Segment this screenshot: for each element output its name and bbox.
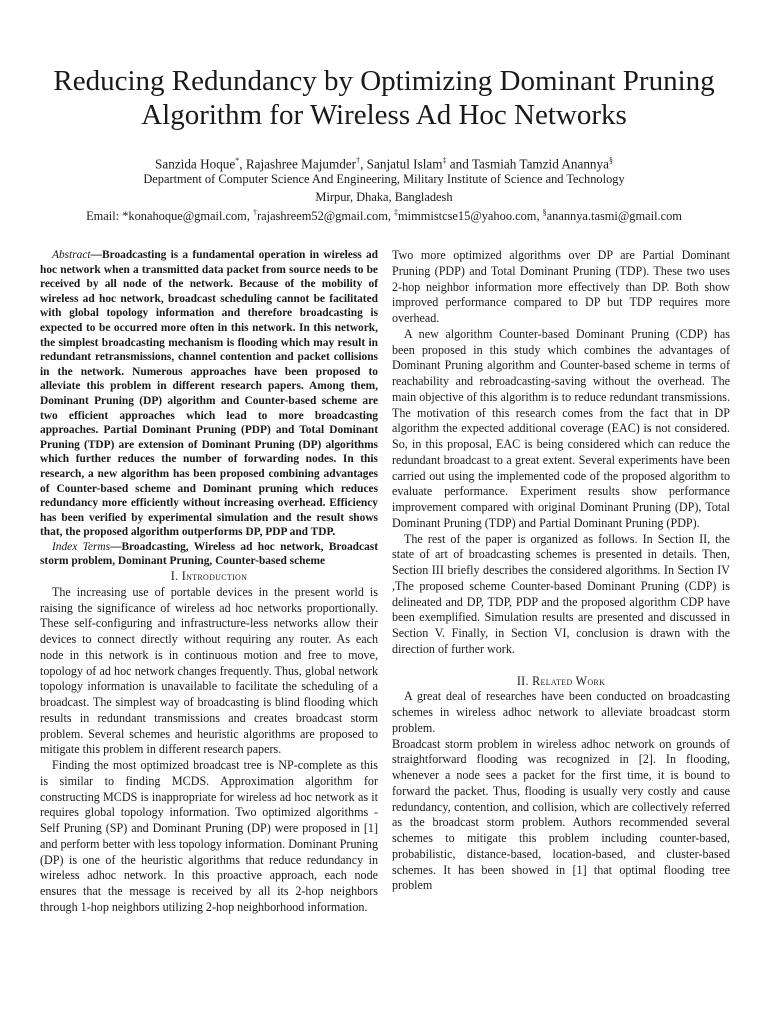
paragraph: Broadcast storm problem in wireless adhoc network on grounds of straightforward flooding was recognized in [2]. In flooding, whenever a node sees a packet for the first time, it is bound to forward the packet. Thus, flooding is usually very costly and cause redundancy, contention, and collision, which are collectively referred as the broadcast storm problem. Authors recommended several schemes to mitigate this problem including counter-based, probabilistic, distance-based, location-based, and cluster-based schemes. It has been showed in [1] that optimal flooding tree problem	[392, 736, 730, 893]
author-separator: ,	[239, 156, 246, 172]
author-mark: *	[235, 156, 240, 165]
author-separator: and	[446, 156, 472, 172]
right-column	[392, 248, 730, 894]
author-mark: †	[356, 156, 361, 165]
email-address[interactable]: *konahoque@gmail.com	[122, 209, 247, 224]
author-separator: ,	[360, 156, 367, 172]
left-column	[40, 248, 378, 916]
abstract	[40, 248, 378, 569]
affiliation-location: Mirpur, Dhaka, Bangladesh	[315, 190, 453, 204]
paragraph: A great deal of researches have been conducted on broadcasting schemes in wireless adhoc network to alleviate broadcast storm problem.	[392, 689, 730, 735]
section-numeral: II.	[516, 673, 533, 688]
section-title: Introduction	[181, 569, 248, 584]
section-title: Related Work	[532, 673, 606, 688]
author-name: Tasmiah Tamzid Anannya	[471, 156, 609, 172]
affiliation-department: Department of Computer Science And Engineering, Military Institute of Science and Technology	[143, 172, 625, 186]
index-terms-text: Broadcasting, Wireless ad hoc network, Broadcast storm problem, Dominant Pruning, Counter-based scheme	[40, 540, 378, 568]
author-name: Sanzida Hoque	[155, 156, 236, 172]
section-numeral: I.	[170, 569, 182, 584]
author-mark: §	[608, 156, 613, 165]
email-label: Email:	[86, 209, 123, 224]
paragraph: Finding the most optimized broadcast tree is NP-complete as this is similar to finding MCDS. Approximation algorithm for constructing MCDS is inappropriate for wireless ad hoc network as it requires global topology information. Two optimized algorithms - Self Pruning (SP) and Dominant Pruning (DP) were proposed in [1] and perform better with less topology information. Dominant Pruning (DP) is one of the heuristic algorithms that reduce redundancy in wireless adhoc network. In this proactive approach, each node ensures that the message is received by all its 2-hop neighbors through 1-hop neighbors utilizing 2-hop neighborhood information.	[40, 758, 378, 914]
index-terms-dash: —	[110, 540, 122, 553]
paragraph: The increasing use of portable devices in the present world is raising the significance of wireless ad hoc networks proportionally. These self-configuring and infrastructure-less networks allow their devices to connect directly without requiring any router. As each node in this network is in continuous motion and free to move, topology of ad hoc network changes frequently. Thus, global network topology information is unavailable to facilitate the scheduling of a broadcast. The simplest way of broadcasting is blind flooding which results in redundant transmissions and creates broadcast storm problem. Several schemes and heuristic algorithms are proposed to mitigate this problem in different research papers.	[40, 584, 378, 757]
email-address[interactable]: anannya.tasmi@gmail.com	[546, 209, 682, 224]
abstract-dash: —	[90, 249, 102, 261]
email-address[interactable]: mimmistcse15@yahoo.com	[398, 209, 537, 224]
paragraph: A new algorithm Counter-based Dominant Pruning (CDP) has been proposed in this study which combines the advantages of Dominant Pruning algorithm and Counter-based scheme in terms of reachability and rebroadcasting-saving without the overhead. The main objective of this algorithm is to reduce redundant transmissions. The motivation of this research comes from the fact that in DP algorithm the expected additional coverage (EAC) is not considered. So, in this proposal, EAC is being considered which can reduce the redundant broadcast to a great extent. Several experiments have been carried out using the implemented code of the proposed algorithm to evaluate performance. Experiment results show performance improvement compared with original Dominant Pruning (DP), Total Dominant Pruning (TDP) and Partial Dominant Pruning (PDP).	[392, 326, 730, 530]
email-mark: ‡	[394, 208, 399, 217]
author-mark: ‡	[442, 156, 447, 165]
index-terms-label: Index Terms	[52, 540, 111, 553]
email-mark: †	[253, 208, 258, 217]
paper-title: Reducing Redundancy by Optimizing Dominant Pruning Algorithm for Wireless Ad Hoc Networks	[53, 65, 715, 131]
abstract-text: Broadcasting is a fundamental operation in wireless ad hoc network when a transmitted data packet from source needs to be received by all node of the network. Because of the mobility of wireless ad hoc network, broadcast scheduling cannot be facilitated with global topology information and therefore broadcasting is expected to be occurred more often in this network. In this network, the simplest broadcasting mechanism is flooding which may result in redundant retransmissions, channel contention and packet collisions in the network. Numerous approaches have been proposed to alleviate this problem in different research papers. Among them, Dominant Pruning (DP) algorithm and Counter-based scheme are two efficient approaches which lead to more broadcasting approaches. Partial Dominant Pruning (PDP) and Total Dominant Pruning (TDP) are extension of Dominant Pruning (DP) algorithms which further reduces the number of forwarding nodes. In this research, a new algorithm has been proposed combining advantages of Counter-based scheme and Dominant pruning which reduces redundancy more efficiently without increasing overhead. Efficiency has been verified by experimental simulation and the result shows that, the proposed algorithm outperforms DP, PDP and TDP.	[40, 249, 378, 539]
email-address[interactable]: rajashreem52@gmail.com	[257, 209, 388, 224]
author-name: Rajashree Majumder	[245, 156, 357, 172]
author-emails: Email: *konahoque@gmail.com, †rajashreem52@gmail.com, ‡mimmistcse15@yahoo.com, §anannya.tasmi@gmail.com	[86, 208, 682, 224]
email-mark: §	[542, 208, 547, 217]
abstract-label: Abstract	[52, 249, 91, 261]
section-heading-introduction	[40, 569, 378, 585]
section-heading-related-work	[392, 674, 730, 690]
paragraph: Two more optimized algorithms over DP are Partial Dominant Pruning (PDP) and Total Dominant Pruning (TDP). These two uses 2-hop neighbor information more effectively than DP. Both show improved performance compared to DP but TDP requires more overhead.	[392, 248, 730, 325]
author-name: Sanjatul Islam	[366, 156, 443, 172]
paragraph: The rest of the paper is organized as follows. In Section II, the state of art of broadcasting schemes is presented in details. Then, Section III briefly describes the considered algorithms. In Section IV ,The proposed scheme Counter-based Dominant Pruning (CDP) is delineated and DP, TDP, PDP and the proposed algorithm CDP have been exemplified. Simulation results are presented and discussed in Section V. Finally, in Section VI, conclusion is drawn with the direction of further work.	[392, 531, 730, 656]
